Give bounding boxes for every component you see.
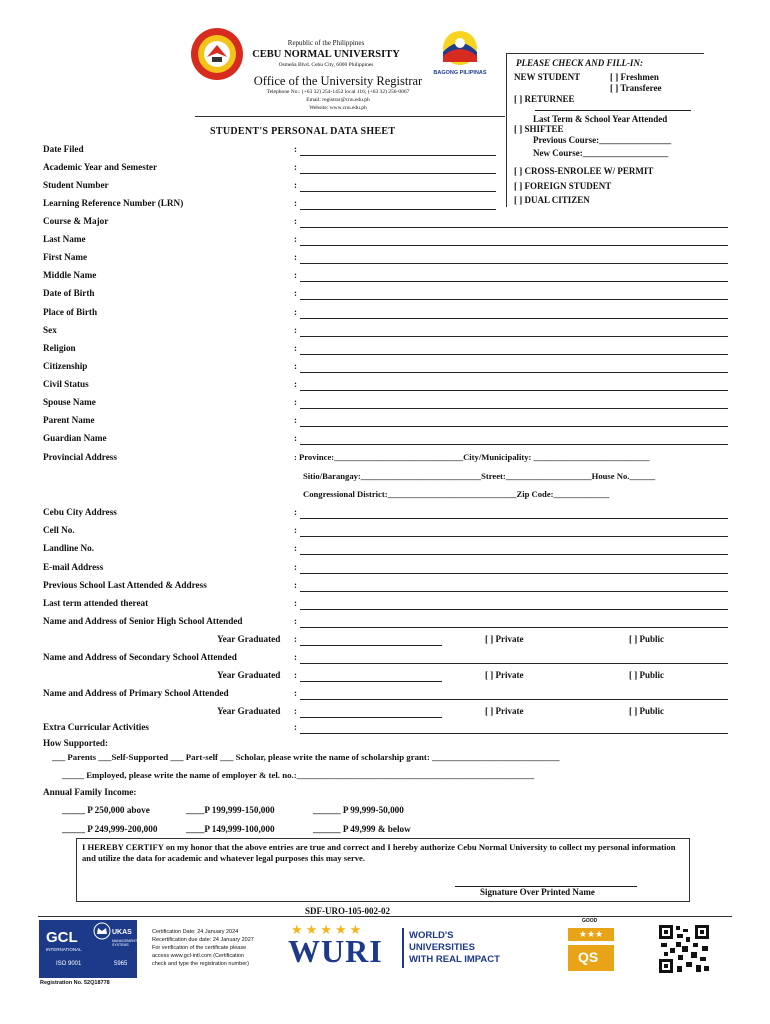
field-colon: : [294, 306, 297, 317]
field-colon: : [294, 162, 297, 172]
field-colon: : [294, 252, 297, 263]
ukas-sub-text: MANAGEMENT SYSTEMS [112, 939, 138, 947]
extra-curricular-label: Extra Curricular Activities [43, 722, 149, 732]
previous-course-field[interactable]: Previous Course:________________ [533, 135, 672, 145]
primary-school-label: Name and Address of Primary School Attended [43, 688, 229, 698]
primary-private-checkbox[interactable]: [ ] Private [485, 706, 524, 716]
provincial-line-1[interactable]: : Province:______________________________City/Municipality: ___________________________ [294, 452, 650, 462]
personal-field-label: Place of Birth [43, 306, 98, 317]
university-address: Osmeña Blvd. Cebu City, 6000 Philippines [278, 62, 374, 68]
email-text: Email: registrar@cnu.edu.ph [306, 97, 370, 103]
student-number-label: Student Number [43, 180, 109, 190]
personal-field-label: Last Name [43, 234, 86, 245]
shs-year-graduated-label: Year Graduated [217, 634, 281, 644]
shs-year-input[interactable] [300, 645, 442, 646]
date-filed-input[interactable] [300, 155, 496, 156]
field-colon: : [294, 688, 297, 698]
signature-label: Signature Over Printed Name [480, 887, 595, 897]
field-colon: : [294, 561, 297, 572]
recert-date: Recertification due date: 24 January 2027 [152, 937, 254, 943]
wuri-divider [402, 928, 404, 968]
income-option[interactable]: _____ P 250,000 above [62, 805, 150, 815]
income-option[interactable]: ______ P 49,999 & below [313, 824, 411, 834]
field-colon: : [294, 415, 297, 426]
field-colon: : [294, 378, 297, 389]
primary-year-input[interactable] [300, 717, 442, 718]
personal-field-label: Spouse Name [43, 397, 96, 407]
bagong-pilipinas-text: BAGONG PILIPINAS [433, 70, 487, 76]
wuri-logo-text: WURI [288, 933, 383, 969]
personal-field-input[interactable] [300, 245, 728, 246]
secondary-public-checkbox[interactable]: [ ] Public [629, 670, 664, 680]
qs-stars-badge: ★★★ [568, 928, 614, 941]
returnee-checkbox[interactable]: [ ] RETURNEE [514, 94, 575, 104]
contact-field-input[interactable] [300, 591, 728, 592]
primary-public-checkbox[interactable]: [ ] Public [629, 706, 664, 716]
income-option[interactable]: _____ P 249,999-200,000 [62, 824, 158, 834]
personal-field-input[interactable] [300, 227, 728, 228]
lrn-input[interactable] [300, 209, 496, 210]
personal-field-label: Civil Status [43, 378, 89, 389]
contact-field-input[interactable] [300, 627, 728, 628]
footer-rule [38, 916, 732, 917]
cross-enrolee-checkbox[interactable]: [ ] CROSS-ENROLEE W/ PERMIT [514, 166, 654, 176]
income-option[interactable]: ____P 149,999-100,000 [186, 824, 275, 834]
qr-code-icon [658, 924, 710, 974]
personal-field-label: Parent Name [43, 415, 95, 426]
field-colon: : [294, 270, 297, 281]
field-colon: : [294, 634, 297, 644]
contact-field-label: Name and Address of Senior High School Attended [43, 616, 243, 627]
field-colon: : [294, 397, 297, 407]
wuri-text-1: WORLD'S [409, 930, 454, 941]
field-colon: : [294, 507, 297, 517]
personal-field-input[interactable] [300, 263, 728, 264]
field-colon: : [294, 234, 297, 245]
secondary-private-checkbox[interactable]: [ ] Private [485, 670, 524, 680]
personal-field-input[interactable] [300, 318, 728, 319]
qs-good-text: GOOD [582, 918, 598, 924]
last-term-label: Last Term & School Year Attended [533, 114, 668, 124]
field-colon: : [294, 579, 297, 590]
personal-field-input[interactable] [300, 336, 728, 337]
personal-field-input[interactable] [300, 299, 728, 300]
shs-public-checkbox[interactable]: [ ] Public [629, 634, 664, 644]
primary-school-input[interactable] [300, 699, 728, 700]
gcl-text: GCL [46, 929, 78, 946]
academic-year-input[interactable] [300, 173, 496, 174]
field-colon: : [294, 670, 297, 680]
field-colon: : [294, 543, 297, 554]
contact-field-input[interactable] [300, 536, 728, 537]
income-label: Annual Family Income: [43, 787, 137, 797]
field-colon: : [294, 706, 297, 716]
primary-year-graduated-label: Year Graduated [217, 706, 281, 716]
verify-line-1: For verification of the certificate please [152, 945, 247, 951]
transferee-checkbox[interactable]: [ ] Transferee [610, 83, 662, 93]
contact-field-input[interactable] [300, 573, 728, 574]
student-number-input[interactable] [300, 191, 496, 192]
personal-field-label: Sex [43, 324, 57, 335]
freshmen-checkbox[interactable]: [ ] Freshmen [610, 72, 659, 82]
wuri-text-3: WITH REAL IMPACT [409, 954, 500, 965]
personal-field-label: Guardian Name [43, 433, 107, 444]
wuri-stars-icon: ★★★★★ [291, 922, 365, 937]
bagong-pilipinas-logo [432, 28, 488, 74]
provincial-address-label: Provincial Address [43, 452, 117, 462]
verify-line-3: check and type the registration number) [152, 961, 249, 967]
qs-logo-text: QS [578, 949, 599, 965]
cnu-seal-logo [190, 27, 244, 81]
personal-field-label: First Name [43, 252, 88, 263]
telephone-text: Telephone No.: (+63 32) 254-1452 local 116; (+63 32) 256-0067 [266, 89, 410, 95]
personal-field-input[interactable] [300, 444, 728, 445]
office-title: Office of the University Registrar [253, 74, 423, 88]
personal-field-input[interactable] [300, 408, 728, 409]
field-colon: : [294, 598, 297, 608]
returnee-line[interactable] [535, 110, 691, 111]
new-course-field[interactable]: New Course:___________________ [533, 148, 669, 158]
contact-field-label: Cell No. [43, 525, 75, 536]
field-colon: : [294, 216, 297, 226]
university-name: CEBU NORMAL UNIVERSITY [252, 49, 400, 60]
secondary-year-graduated-label: Year Graduated [217, 670, 281, 680]
extra-curricular-input[interactable] [300, 733, 728, 734]
field-colon: : [294, 433, 297, 444]
dual-citizen-checkbox[interactable]: [ ] DUAL CITIZEN [514, 195, 590, 205]
shiftee-checkbox[interactable]: [ ] SHIFTEE [514, 124, 564, 134]
date-filed-label: Date Filed [43, 144, 84, 154]
certify-text: I HEREBY CERTIFY on my honor that the above entries are true and correct and I hereby authorize Cebu Normal University to collect my personal information and utilize the data for academic and whatever legal purposes this may serve. [82, 842, 676, 863]
crown-icon [93, 922, 111, 940]
personal-field-label: Middle Name [43, 270, 97, 281]
form-title: STUDENT'S PERSONAL DATA SHEET [210, 126, 396, 137]
registration-number: Registration No. 52Q18778 [40, 980, 110, 986]
personal-field-label: Citizenship [43, 360, 88, 371]
secondary-school-label: Name and Address of Secondary School Attended [43, 652, 237, 662]
income-option[interactable]: ______ P 99,999-50,000 [313, 805, 404, 815]
contact-field-input[interactable] [300, 554, 728, 555]
personal-field-label: Course & Major [43, 216, 109, 226]
contact-field-label: Previous School Last Attended & Address [43, 579, 207, 590]
new-student-label: NEW STUDENT [514, 72, 581, 82]
republic-text: Republic of the Philippines [287, 39, 365, 47]
field-colon: : [294, 144, 297, 154]
personal-field-input[interactable] [300, 354, 728, 355]
field-colon: : [294, 180, 297, 190]
field-colon: : [294, 652, 297, 662]
provincial-line-3[interactable]: Congressional District:______________________________Zip Code:_____________ [303, 489, 610, 499]
lrn-label: Learning Reference Number (LRN) [43, 198, 184, 208]
contact-field-label: Landline No. [43, 543, 95, 554]
income-option[interactable]: ____P 199,999-150,000 [186, 805, 275, 815]
shs-private-checkbox[interactable]: [ ] Private [485, 634, 524, 644]
how-supported-label: How Supported: [43, 738, 109, 748]
field-colon: : [294, 342, 297, 353]
website-text: Website: www.cnu.edu.ph [309, 105, 367, 111]
personal-field-input[interactable] [300, 426, 728, 427]
contact-field-label: E-mail Address [43, 561, 104, 572]
contact-field-input[interactable] [300, 609, 728, 610]
contact-field-label: Cebu City Address [43, 507, 117, 517]
verify-line-2: access www.gcl-intl.com (Certification [152, 953, 244, 959]
personal-field-input[interactable] [300, 372, 728, 373]
secondary-school-input[interactable] [300, 663, 728, 664]
personal-field-input[interactable] [300, 390, 728, 391]
iso-text: ISO 9001 [56, 961, 82, 967]
field-colon: : [294, 288, 297, 299]
personal-field-label: Date of Birth [43, 288, 95, 299]
contact-field-label: Last term attended thereat [43, 598, 149, 608]
academic-year-label: Academic Year and Semester [43, 162, 158, 172]
foreign-student-checkbox[interactable]: [ ] FOREIGN STUDENT [514, 181, 612, 191]
form-code: SDF-URO-105-002-02 [305, 906, 390, 916]
field-colon: : [294, 324, 297, 335]
provincial-line-2[interactable]: Sitio/Barangay:____________________________Street:____________________House No.______ [303, 471, 656, 481]
cert-date: Certification Date: 24 January 2024 [152, 929, 239, 935]
field-colon: : [294, 616, 297, 627]
personal-field-label: Religion [43, 342, 76, 353]
field-colon: : [294, 360, 297, 371]
employed-line[interactable]: _____ Employed, please write the name of employer & tel. no.:______________________________________________________ [62, 770, 535, 780]
field-colon: : [294, 525, 297, 536]
personal-field-input[interactable] [300, 281, 728, 282]
secondary-year-input[interactable] [300, 681, 442, 682]
contact-field-input[interactable] [300, 518, 728, 519]
gcl-sub-text: INTERNATIONAL [46, 947, 82, 952]
ukas-number: 5965 [114, 961, 128, 967]
field-colon: : [294, 722, 297, 732]
wuri-text-2: UNIVERSITIES [409, 942, 475, 953]
ukas-text: UKAS [112, 929, 132, 936]
check-heading: PLEASE CHECK AND FILL-IN: [516, 58, 643, 68]
support-options-line[interactable]: ___ Parents ___Self-Supported ___ Part-self ___ Scholar, please write the name of scholarship grant: _____________________________ [52, 752, 560, 762]
header-rule [195, 116, 505, 117]
field-colon: : [294, 198, 297, 208]
